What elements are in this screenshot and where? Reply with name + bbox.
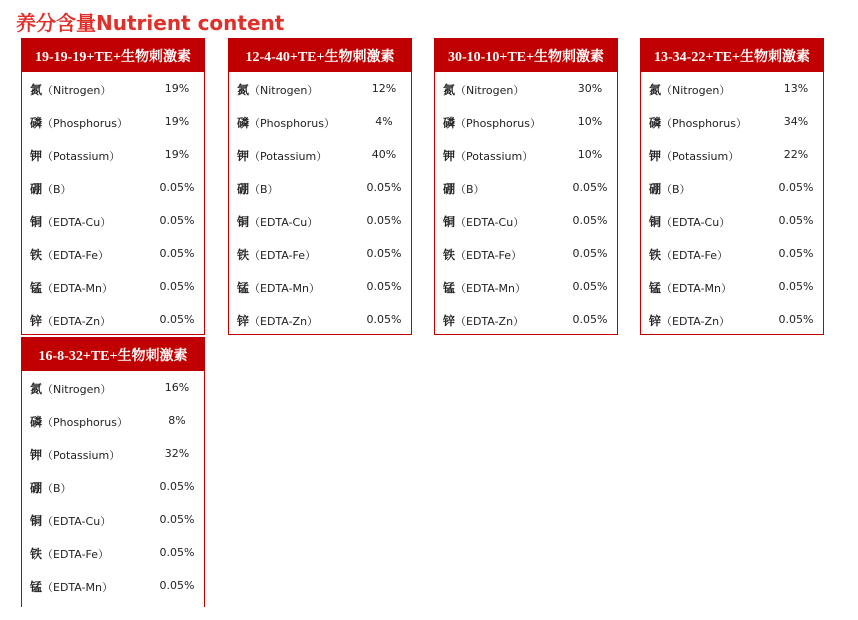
nutrient-name xyxy=(30,147,120,164)
element-label: （EDTA-Zn） xyxy=(42,315,112,328)
element-label: （Potassium） xyxy=(42,150,121,163)
element-symbol: 钾 xyxy=(443,149,456,163)
nutrient-row xyxy=(22,437,204,470)
nutrient-row xyxy=(22,470,204,503)
element-symbol: 氮 xyxy=(30,382,43,396)
nutrient-value: 8% xyxy=(168,414,186,427)
element-symbol: 铁 xyxy=(237,248,250,262)
element-symbol: 铁 xyxy=(30,547,43,561)
element-label: （Nitrogen） xyxy=(42,84,112,97)
nutrient-name xyxy=(649,279,732,296)
nutrient-value: 0.05% xyxy=(159,214,195,227)
nutrient-name xyxy=(30,81,111,98)
card-title: 30-10-10+TE+生物刺激素 xyxy=(435,39,617,72)
nutrient-name xyxy=(443,246,522,263)
nutrient-name xyxy=(30,413,128,430)
nutrient-name xyxy=(30,312,111,329)
nutrient-name xyxy=(237,213,318,230)
nutrient-value: 0.05% xyxy=(572,313,608,326)
element-symbol: 锰 xyxy=(237,281,250,295)
element-symbol: 铜 xyxy=(30,514,43,528)
card-title: 16-8-32+TE+生物刺激素 xyxy=(22,338,204,371)
nutrient-row xyxy=(229,303,411,336)
nutrient-name xyxy=(30,246,109,263)
element-symbol: 硼 xyxy=(649,182,662,196)
nutrient-name xyxy=(30,279,113,296)
nutrient-value: 0.05% xyxy=(778,181,814,194)
nutrient-value: 0.05% xyxy=(366,247,402,260)
nutrient-value: 22% xyxy=(783,148,809,161)
element-symbol: 铁 xyxy=(30,248,43,262)
nutrient-value: 0.05% xyxy=(778,280,814,293)
element-label: （EDTA-Fe） xyxy=(661,249,729,262)
nutrient-name xyxy=(237,114,335,131)
nutrient-row xyxy=(22,72,204,105)
element-label: （EDTA-Cu） xyxy=(42,515,112,528)
element-label: （EDTA-Cu） xyxy=(661,216,731,229)
nutrient-row xyxy=(641,204,823,237)
nutrient-row xyxy=(229,270,411,303)
nutrient-value: 0.05% xyxy=(159,313,195,326)
nutrient-row xyxy=(435,204,617,237)
element-label: （EDTA-Cu） xyxy=(249,216,319,229)
nutrient-name xyxy=(237,180,279,197)
element-symbol: 硼 xyxy=(237,182,250,196)
element-label: （Potassium） xyxy=(661,150,740,163)
element-label: （Potassium） xyxy=(249,150,328,163)
element-label: （B） xyxy=(42,482,72,495)
nutrient-row xyxy=(435,303,617,336)
nutrient-value: 10% xyxy=(577,148,603,161)
nutrient-row xyxy=(22,138,204,171)
nutrient-name xyxy=(237,246,316,263)
nutrient-name xyxy=(649,81,730,98)
nutrient-row xyxy=(22,270,204,303)
element-label: （EDTA-Mn） xyxy=(661,282,733,295)
nutrient-row xyxy=(229,138,411,171)
element-label: （B） xyxy=(249,183,279,196)
element-label: （EDTA-Mn） xyxy=(42,581,114,594)
element-symbol: 钾 xyxy=(30,448,43,462)
nutrient-card xyxy=(21,337,205,607)
nutrient-row xyxy=(22,105,204,138)
element-symbol: 铜 xyxy=(649,215,662,229)
nutrient-row xyxy=(435,72,617,105)
nutrient-card xyxy=(228,38,412,335)
element-symbol: 氮 xyxy=(443,83,456,97)
nutrient-name xyxy=(30,380,111,397)
nutrient-name xyxy=(443,147,533,164)
nutrient-name xyxy=(443,279,526,296)
nutrient-value: 0.05% xyxy=(572,214,608,227)
element-label: （EDTA-Fe） xyxy=(455,249,523,262)
nutrient-row xyxy=(22,204,204,237)
nutrient-row xyxy=(229,237,411,270)
nutrient-name xyxy=(649,180,691,197)
nutrient-row xyxy=(641,72,823,105)
element-label: （Potassium） xyxy=(42,449,121,462)
nutrient-value: 0.05% xyxy=(572,181,608,194)
nutrient-row xyxy=(641,237,823,270)
element-label: （Phosphorus） xyxy=(661,117,747,130)
element-symbol: 钾 xyxy=(237,149,250,163)
element-label: （EDTA-Zn） xyxy=(661,315,731,328)
nutrient-value: 0.05% xyxy=(366,280,402,293)
nutrient-card xyxy=(434,38,618,335)
nutrient-name xyxy=(443,312,524,329)
nutrient-row xyxy=(229,204,411,237)
nutrient-row xyxy=(22,536,204,569)
nutrient-row xyxy=(641,270,823,303)
nutrient-value: 19% xyxy=(164,148,190,161)
element-label: （Nitrogen） xyxy=(249,84,319,97)
element-label: （EDTA-Cu） xyxy=(42,216,112,229)
nutrient-row xyxy=(229,105,411,138)
nutrient-value: 16% xyxy=(164,381,190,394)
nutrient-value: 0.05% xyxy=(159,513,195,526)
element-symbol: 锰 xyxy=(30,281,43,295)
page-title: 养分含量Nutrient content xyxy=(16,11,285,35)
element-symbol: 锌 xyxy=(443,314,456,328)
nutrient-name xyxy=(443,213,524,230)
nutrient-name xyxy=(649,312,730,329)
element-symbol: 磷 xyxy=(443,116,456,130)
nutrient-row xyxy=(641,303,823,336)
element-symbol: 锰 xyxy=(443,281,456,295)
element-symbol: 钾 xyxy=(649,149,662,163)
nutrient-value: 30% xyxy=(577,82,603,95)
element-symbol: 磷 xyxy=(649,116,662,130)
element-label: （B） xyxy=(455,183,485,196)
nutrient-value: 13% xyxy=(783,82,809,95)
nutrient-value: 0.05% xyxy=(366,313,402,326)
element-symbol: 锌 xyxy=(30,314,43,328)
nutrient-row xyxy=(435,105,617,138)
nutrient-name xyxy=(237,81,318,98)
nutrient-row xyxy=(435,270,617,303)
element-symbol: 氮 xyxy=(237,83,250,97)
nutrient-value: 0.05% xyxy=(778,313,814,326)
element-label: （Phosphorus） xyxy=(42,416,128,429)
element-label: （EDTA-Cu） xyxy=(455,216,525,229)
nutrient-name xyxy=(30,578,113,595)
nutrient-value: 32% xyxy=(164,447,190,460)
nutrient-name xyxy=(649,147,739,164)
element-symbol: 铜 xyxy=(443,215,456,229)
nutrient-value: 0.05% xyxy=(159,181,195,194)
nutrient-value: 0.05% xyxy=(366,181,402,194)
element-symbol: 硼 xyxy=(30,182,43,196)
nutrient-card xyxy=(640,38,824,335)
nutrient-row xyxy=(22,303,204,336)
nutrient-row xyxy=(229,72,411,105)
nutrient-row xyxy=(22,371,204,404)
nutrient-name xyxy=(237,279,320,296)
card-title: 19-19-19+TE+生物刺激素 xyxy=(22,39,204,72)
nutrient-value: 0.05% xyxy=(159,247,195,260)
element-label: （EDTA-Zn） xyxy=(249,315,319,328)
nutrient-name xyxy=(30,114,128,131)
element-label: （Phosphorus） xyxy=(42,117,128,130)
element-symbol: 锌 xyxy=(649,314,662,328)
nutrient-value: 19% xyxy=(164,82,190,95)
element-label: （EDTA-Fe） xyxy=(249,249,317,262)
element-symbol: 硼 xyxy=(30,481,43,495)
element-label: （B） xyxy=(42,183,72,196)
element-label: （Nitrogen） xyxy=(455,84,525,97)
element-label: （EDTA-Fe） xyxy=(42,548,110,561)
nutrient-name xyxy=(237,312,318,329)
nutrient-value: 12% xyxy=(371,82,397,95)
nutrient-row xyxy=(641,105,823,138)
element-symbol: 锰 xyxy=(649,281,662,295)
element-label: （Nitrogen） xyxy=(661,84,731,97)
nutrient-row xyxy=(435,171,617,204)
nutrient-name xyxy=(443,180,485,197)
element-symbol: 锰 xyxy=(30,580,43,594)
nutrient-value: 0.05% xyxy=(572,247,608,260)
nutrient-name xyxy=(30,512,111,529)
nutrient-name xyxy=(649,246,728,263)
nutrient-name xyxy=(30,545,109,562)
nutrient-value: 0.05% xyxy=(159,480,195,493)
element-label: （EDTA-Zn） xyxy=(455,315,525,328)
element-label: （EDTA-Fe） xyxy=(42,249,110,262)
element-label: （Phosphorus） xyxy=(249,117,335,130)
nutrient-row xyxy=(641,138,823,171)
element-symbol: 氮 xyxy=(30,83,43,97)
nutrient-value: 19% xyxy=(164,115,190,128)
nutrient-row xyxy=(229,171,411,204)
nutrient-row xyxy=(22,171,204,204)
element-symbol: 氮 xyxy=(649,83,662,97)
nutrient-card xyxy=(21,38,205,335)
element-symbol: 钾 xyxy=(30,149,43,163)
nutrient-value: 34% xyxy=(783,115,809,128)
nutrient-name xyxy=(30,180,72,197)
element-label: （Potassium） xyxy=(455,150,534,163)
element-symbol: 磷 xyxy=(237,116,250,130)
nutrient-value: 0.05% xyxy=(572,280,608,293)
nutrient-value: 0.05% xyxy=(159,280,195,293)
element-label: （B） xyxy=(661,183,691,196)
element-label: （EDTA-Mn） xyxy=(249,282,321,295)
element-symbol: 磷 xyxy=(30,415,43,429)
nutrient-row xyxy=(22,237,204,270)
nutrient-row xyxy=(435,138,617,171)
card-title: 13-34-22+TE+生物刺激素 xyxy=(641,39,823,72)
nutrient-value: 0.05% xyxy=(778,247,814,260)
element-label: （Phosphorus） xyxy=(455,117,541,130)
element-symbol: 铜 xyxy=(30,215,43,229)
nutrient-value: 0.05% xyxy=(366,214,402,227)
element-symbol: 锌 xyxy=(237,314,250,328)
nutrient-value: 0.05% xyxy=(778,214,814,227)
nutrient-name xyxy=(30,479,72,496)
nutrient-name xyxy=(443,81,524,98)
element-symbol: 铜 xyxy=(237,215,250,229)
nutrient-name xyxy=(30,213,111,230)
nutrient-name xyxy=(649,213,730,230)
nutrient-value: 0.05% xyxy=(159,579,195,592)
element-symbol: 铁 xyxy=(649,248,662,262)
nutrient-row xyxy=(641,171,823,204)
element-label: （EDTA-Mn） xyxy=(42,282,114,295)
nutrient-name xyxy=(30,446,120,463)
nutrient-row xyxy=(22,503,204,536)
nutrient-value: 10% xyxy=(577,115,603,128)
nutrient-value: 0.05% xyxy=(159,546,195,559)
element-label: （EDTA-Mn） xyxy=(455,282,527,295)
nutrient-row xyxy=(22,404,204,437)
nutrient-value: 4% xyxy=(375,115,393,128)
element-symbol: 铁 xyxy=(443,248,456,262)
card-title: 12-4-40+TE+生物刺激素 xyxy=(229,39,411,72)
nutrient-name xyxy=(237,147,327,164)
element-symbol: 磷 xyxy=(30,116,43,130)
nutrient-row xyxy=(435,237,617,270)
element-symbol: 硼 xyxy=(443,182,456,196)
nutrient-value: 40% xyxy=(371,148,397,161)
nutrient-name xyxy=(649,114,747,131)
nutrient-name xyxy=(443,114,541,131)
nutrient-row xyxy=(22,569,204,602)
element-label: （Nitrogen） xyxy=(42,383,112,396)
